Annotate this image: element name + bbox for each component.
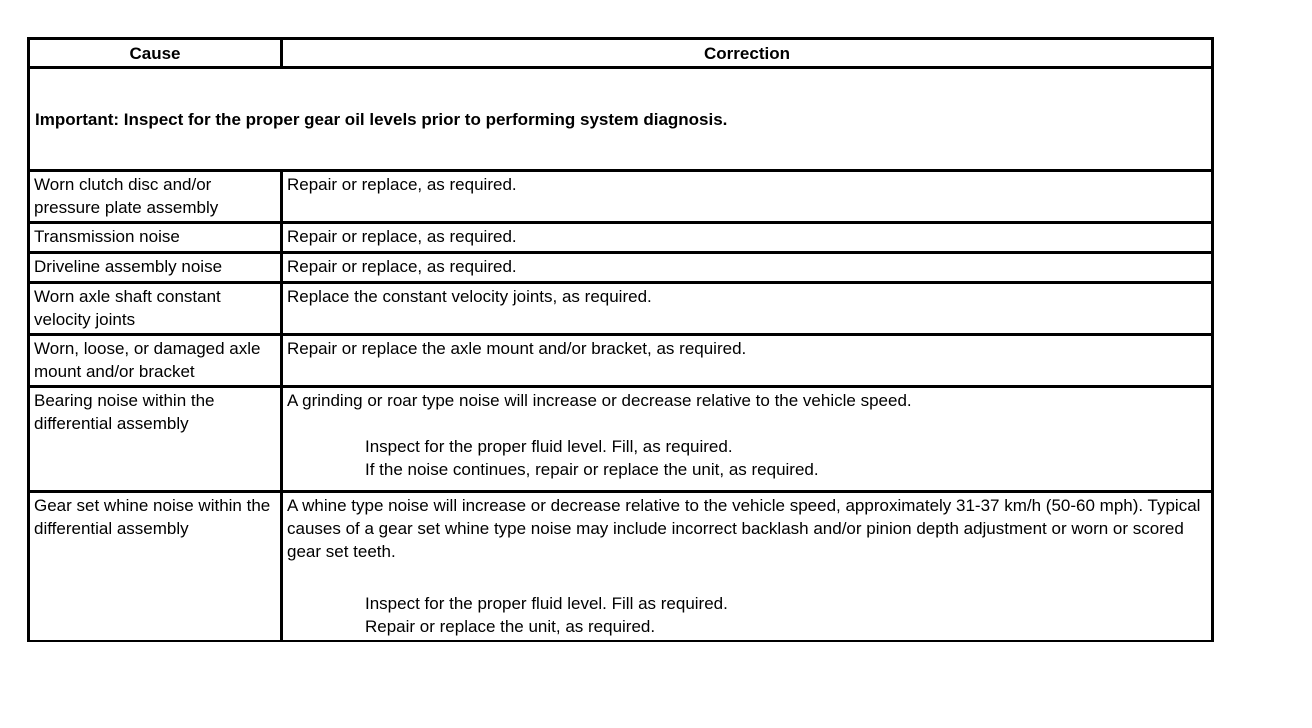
correction-text: A whine type noise will increase or decrease relative to the vehicle speed, approximately 31-37 km/h (50-60 mph). Typical causes of a gear set whine type noise may include incorrect backlash and/or pinion depth adjustment or worn or scored gear set teeth. <box>287 496 1201 561</box>
cause-cell: Worn axle shaft constant velocity joints <box>29 283 282 335</box>
cause-correction-table <box>27 37 1214 642</box>
important-note: Important: Inspect for the proper gear oil levels prior to performing system diagnosis. <box>29 68 1213 171</box>
correction-cell <box>282 387 1213 492</box>
cause-cell: Driveline assembly noise <box>29 253 282 283</box>
header-row <box>29 39 1213 68</box>
cause-header: Cause <box>29 39 282 68</box>
correction-cell: Repair or replace the axle mount and/or bracket, as required. <box>282 335 1213 387</box>
correction-step: Repair or replace the unit, as required. <box>365 617 656 636</box>
cause-cell: Transmission noise <box>29 223 282 253</box>
correction-cell: Replace the constant velocity joints, as required. <box>282 283 1213 335</box>
cause-cell: Bearing noise within the differential assembly <box>29 387 282 492</box>
correction-step: Inspect for the proper fluid level. Fill as required. <box>365 594 728 613</box>
table-row <box>29 223 1213 253</box>
important-row <box>29 68 1213 171</box>
correction-cell <box>282 492 1213 642</box>
correction-header: Correction <box>282 39 1213 68</box>
correction-cell: Repair or replace, as required. <box>282 171 1213 223</box>
table-row <box>29 253 1213 283</box>
diagnostic-table <box>27 37 1211 642</box>
correction-step: If the noise continues, repair or replace the unit, as required. <box>365 460 819 479</box>
correction-cell: Repair or replace, as required. <box>282 253 1213 283</box>
table-row <box>29 283 1213 335</box>
correction-text: A grinding or roar type noise will increase or decrease relative to the vehicle speed. <box>287 391 912 410</box>
correction-step: Inspect for the proper fluid level. Fill, as required. <box>365 437 733 456</box>
cause-cell: Worn clutch disc and/or pressure plate assembly <box>29 171 282 223</box>
table-row <box>29 171 1213 223</box>
cause-cell: Gear set whine noise within the differential assembly <box>29 492 282 642</box>
table-row <box>29 387 1213 492</box>
table-row <box>29 335 1213 387</box>
table-row <box>29 492 1213 642</box>
correction-cell: Repair or replace, as required. <box>282 223 1213 253</box>
cause-cell: Worn, loose, or damaged axle mount and/or bracket <box>29 335 282 387</box>
